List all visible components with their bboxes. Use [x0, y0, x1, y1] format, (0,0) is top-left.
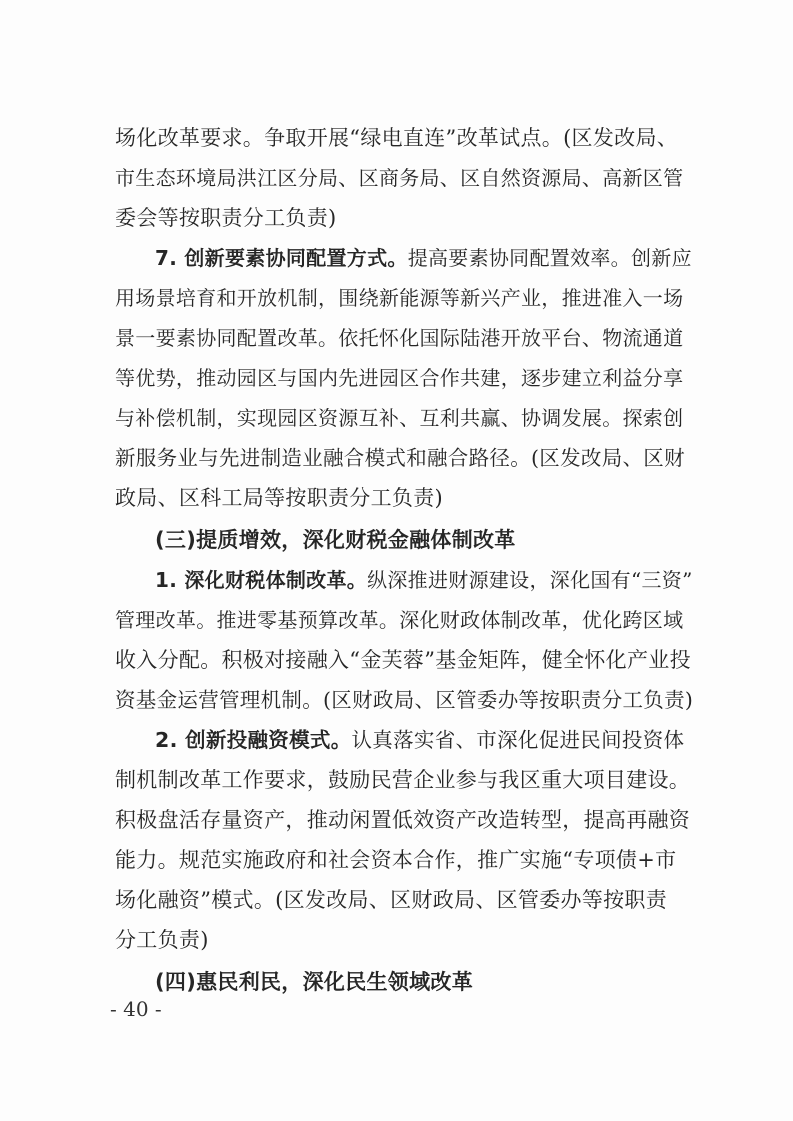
line-text: 用场景培育和开放机制，围绕新能源等新兴产业，推进准入一场: [115, 286, 684, 310]
text-line: [115, 920, 695, 960]
line-text: 收入分配。积极对接融入“金芙蓉”基金矩阵，健全怀化产业投: [115, 648, 691, 672]
text-line: [115, 600, 695, 640]
line-text: 场化改革要求。争取开展“绿电直连”改革试点。(区发改局、: [115, 126, 679, 150]
section-heading: [155, 962, 695, 1002]
line-text: 资基金运营管理机制。(区财政局、区管委办等按职责分工负责): [115, 688, 694, 712]
line-text: 政局、区科工局等按职责分工负责): [115, 486, 443, 510]
text-line: [115, 478, 695, 518]
text-line: [115, 880, 695, 920]
line-text: 提高要素协同配置效率。创新应: [407, 246, 692, 270]
line-text: 市生态环境局洪江区分局、区商务局、区自然资源局、高新区管: [115, 166, 684, 190]
text-line: [115, 278, 695, 318]
text-line: [115, 358, 695, 398]
line-text: 与补偿机制，实现园区资源互补、互利共赢、协调发展。探索创: [115, 406, 684, 430]
item-lead-title: 1. 深化财税体制改革。: [155, 568, 368, 592]
line-text: 场化融资”模式。(区发改局、区财政局、区管委办等按职责: [115, 888, 668, 912]
line-text: 制机制改革工作要求，鼓励民营企业参与我区重大项目建设。: [115, 768, 691, 792]
text-line: [115, 840, 695, 880]
item-lead-title: 7. 创新要素协同配置方式。: [155, 246, 408, 270]
line-text: 能力。规范实施政府和社会资本合作，推广实施“专项债+市: [115, 848, 677, 872]
line-text: 认真落实省、市深化促进民间投资体: [351, 728, 685, 752]
line-text: 管理改革。推进零基预算改革。深化财政体制改革，优化跨区域: [115, 608, 684, 632]
text-line: [115, 198, 695, 238]
line-text: 分工负责): [115, 928, 209, 952]
line-text: 新服务业与先进制造业融合模式和融合路径。(区发改局、区财: [115, 446, 685, 470]
page-number: - 40 -: [110, 997, 162, 1021]
text-line: [115, 760, 695, 800]
text-line: [115, 800, 695, 840]
line-text: 纵深推进财源建设，深化国有“三资”: [367, 568, 693, 592]
text-line: [115, 680, 695, 720]
section-heading: [155, 520, 695, 560]
paragraph-first-line: [155, 560, 695, 600]
line-text: 委会等按职责分工负责): [115, 206, 337, 230]
section-heading-text: (三)提质增效，深化财税金融体制改革: [155, 528, 516, 552]
paragraph-first-line: [155, 720, 695, 760]
text-line: [115, 158, 695, 198]
line-text: 景一要素协同配置改革。依托怀化国际陆港开放平台、物流通道: [115, 326, 684, 350]
text-line: [115, 318, 695, 358]
line-text: 等优势，推动园区与国内先进园区合作共建，逐步建立利益分享: [115, 366, 684, 390]
text-line: [115, 398, 695, 438]
item-lead-title: 2. 创新投融资模式。: [155, 728, 352, 752]
section-heading-text: (四)惠民利民，深化民生领域改革: [155, 970, 473, 994]
line-text: 积极盘活存量资产，推动闲置低效资产改造转型，提高再融资: [115, 808, 691, 832]
text-line: [115, 118, 695, 158]
text-line: [115, 640, 695, 680]
text-line: [115, 438, 695, 478]
paragraph-first-line: [155, 238, 695, 278]
